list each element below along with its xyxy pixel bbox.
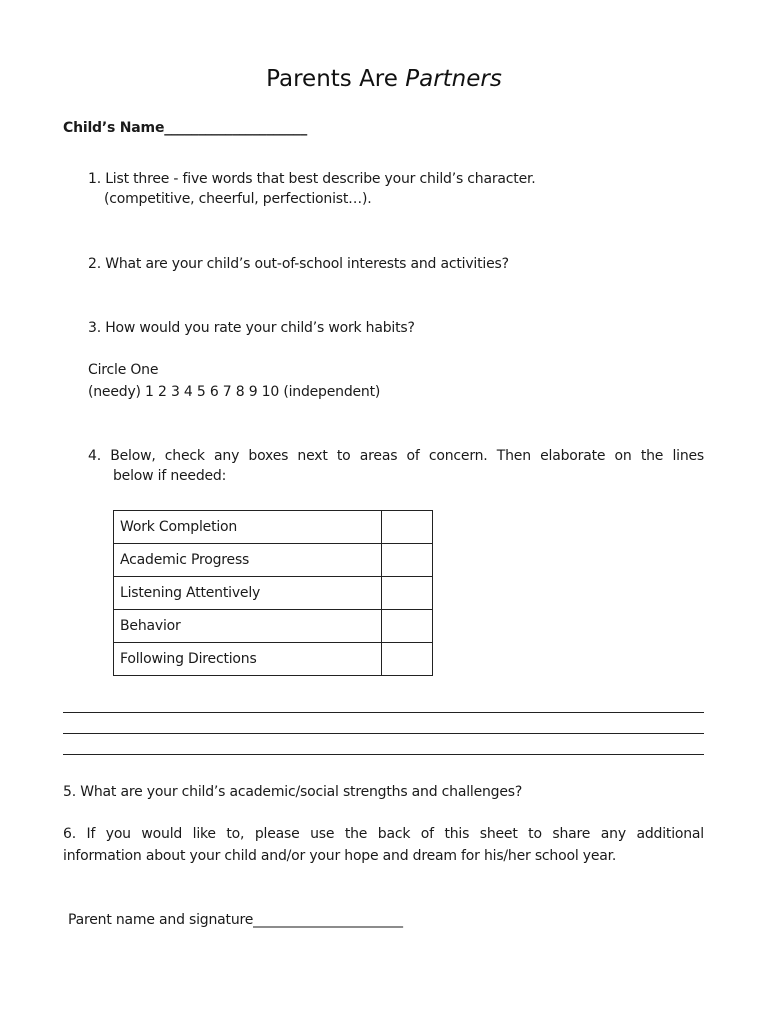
signature-field[interactable]: [68, 912, 403, 928]
question-1-example: (competitive, cheerful, perfectionist…).: [104, 191, 372, 207]
concern-checkbox[interactable]: [382, 643, 433, 676]
table-row: [114, 577, 433, 610]
question-5: 5. What are your child’s academic/social strengths and challenges?: [63, 784, 523, 800]
concern-label: Work Completion: [114, 511, 382, 544]
concern-label: Academic Progress: [114, 544, 382, 577]
child-name-field[interactable]: [63, 120, 307, 136]
elaboration-line[interactable]: [63, 712, 704, 713]
concern-checkbox[interactable]: [382, 544, 433, 577]
concern-checkbox[interactable]: [382, 577, 433, 610]
question-4-line1: 4. Below, check any boxes next to areas of concern. Then elaborate on the lines: [88, 448, 704, 464]
title-plain: Parents Are: [266, 66, 406, 92]
title-italic: Partners: [405, 66, 502, 92]
elaboration-line[interactable]: [63, 754, 704, 755]
concerns-table: [113, 510, 433, 676]
signature-blank[interactable]: ______________________: [253, 912, 403, 928]
question-2: 2. What are your child’s out-of-school interests and activities?: [88, 256, 509, 272]
question-6-line1: 6. If you would like to, please use the back of this sheet to share any additional: [63, 826, 704, 842]
child-name-label: Child’s Name: [63, 120, 165, 136]
question-3: 3. How would you rate your child’s work habits?: [88, 320, 415, 336]
elaboration-line[interactable]: [63, 733, 704, 734]
circle-one-label: Circle One: [88, 362, 159, 378]
concern-label: Following Directions: [114, 643, 382, 676]
rating-scale[interactable]: (needy) 1 2 3 4 5 6 7 8 9 10 (independent): [88, 384, 381, 400]
concern-checkbox[interactable]: [382, 610, 433, 643]
table-row: [114, 511, 433, 544]
table-row: [114, 544, 433, 577]
signature-label: Parent name and signature: [68, 912, 254, 928]
question-4-line2: below if needed:: [113, 468, 227, 484]
table-row: [114, 610, 433, 643]
page-title: [0, 66, 768, 92]
concern-checkbox[interactable]: [382, 511, 433, 544]
concern-label: Behavior: [114, 610, 382, 643]
child-name-blank[interactable]: _____________________: [164, 120, 308, 136]
concern-label: Listening Attentively: [114, 577, 382, 610]
table-row: [114, 643, 433, 676]
question-1: 1. List three - five words that best describe your child’s character.: [88, 171, 536, 187]
question-6-line2: information about your child and/or your hope and dream for his/her school year.: [63, 848, 617, 864]
